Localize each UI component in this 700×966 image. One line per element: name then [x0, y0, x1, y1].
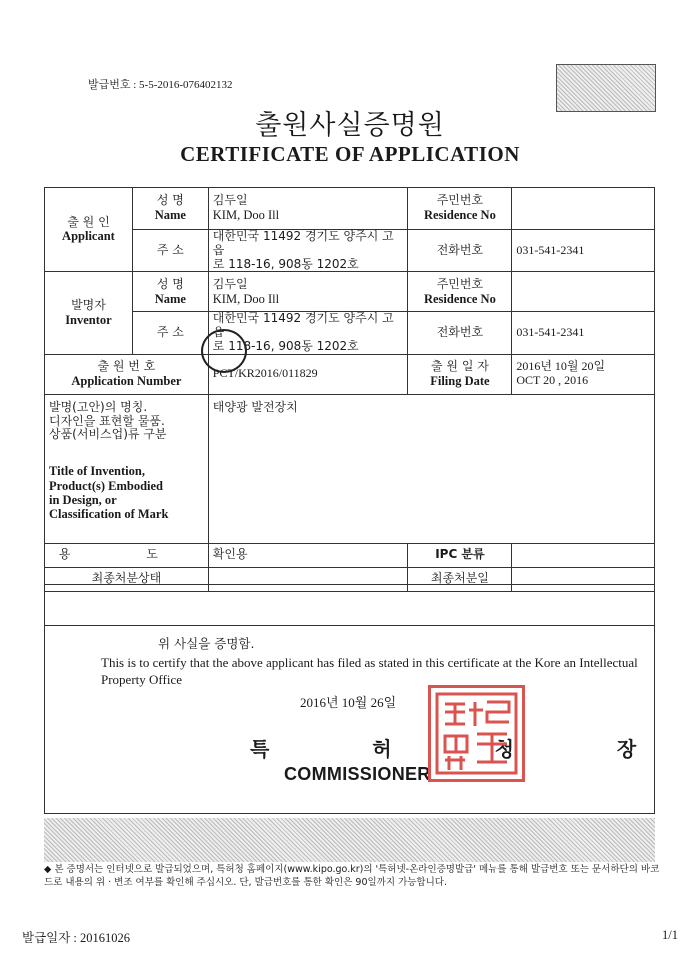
official-seal	[428, 685, 525, 782]
inventor-name-ko: 김두일	[212, 276, 248, 291]
application-number-label	[45, 354, 209, 394]
commissioner-title: COMMISSIONER	[284, 764, 431, 784]
usage-value: 확인용	[208, 543, 408, 567]
applicant-name-label-ko: 성 명	[156, 193, 184, 208]
inventor-name-label-ko: 성 명	[156, 276, 184, 291]
filing-date-ko: 2016년 10월 20일	[516, 359, 606, 374]
applicant-address-row	[45, 230, 655, 272]
inventor-label-ko: 발명자	[71, 298, 106, 312]
filing-date-label	[408, 354, 512, 394]
applicant-name-en: KIM, Doo Ill	[212, 208, 280, 223]
seal-pattern-icon	[431, 688, 522, 779]
applicant-address-line1: 대한민국 11492 경기도 양주시 고읍	[212, 229, 394, 257]
invention-title-value: 태양광 발전장치	[208, 394, 654, 543]
inventor-name-label-en: Name	[154, 291, 186, 306]
final-status-label: 최종처분상태	[45, 567, 209, 591]
invention-label-ko-3: 상품(서비스업)류 구분	[49, 427, 167, 442]
ipc-value	[512, 543, 655, 567]
applicant-name-label	[132, 188, 208, 230]
invention-label-en-1: Title of Invention,	[49, 464, 145, 479]
inventor-label	[45, 272, 133, 354]
applicant-address-value	[208, 230, 408, 272]
certify-text-english: This is to certify that the above applicant has filed as stated in this certificate at the Kore an Intellectual Property Office	[101, 655, 638, 687]
invention-label-en-4: Classification of Mark	[49, 507, 169, 522]
invention-label-en-3: in Design, or	[49, 492, 117, 507]
application-number-label-ko: 출 원 번 호	[97, 359, 156, 374]
applicant-name-ko: 김두일	[212, 193, 248, 208]
inventor-residence-label-ko: 주민번호	[436, 276, 484, 291]
filing-date-label-ko: 출 원 일 자	[431, 359, 489, 374]
inventor-residence-label-en: Residence No	[423, 291, 496, 306]
inventor-address-row	[45, 312, 655, 354]
filing-date-en: OCT 20 , 2016	[516, 373, 589, 388]
page-number: 1/1	[662, 928, 678, 942]
applicant-label	[45, 188, 133, 272]
inventor-name-value	[208, 272, 408, 312]
barcode-band	[44, 818, 655, 862]
applicant-phone-label: 전화번호	[408, 230, 512, 272]
inventor-name-en: KIM, Doo Ill	[212, 291, 280, 306]
applicant-residence-label-en: Residence No	[423, 208, 496, 223]
filing-date-label-en: Filing Date	[430, 373, 490, 388]
ipc-label: IPC 분류	[408, 543, 512, 567]
inventor-address-line1: 대한민국 11492 경기도 양주시 고읍	[212, 311, 394, 340]
usage-label: 용 도	[45, 543, 209, 567]
applicant-name-value	[208, 188, 408, 230]
inventor-residence-value	[512, 272, 655, 312]
issue-date: 발급일자 : 20161026	[22, 931, 131, 945]
office-name-korean: 특 허 청 장	[250, 737, 685, 761]
certification-date: 2016년 10월 26일	[300, 695, 397, 710]
inventor-name-row	[45, 272, 655, 312]
applicant-label-en: Applicant	[62, 229, 115, 244]
invention-label-en-2: Product(s) Embodied	[49, 478, 164, 493]
applicant-residence-label-ko: 주민번호	[436, 193, 484, 208]
applicant-name-row	[45, 188, 655, 230]
footer-notice: ◆ 본 증명서는 인터넷으로 발급되었으며, 특허청 홈페이지(www.kipo.go.kr)의 '특허넷-온라인증명발급' 메뉴를 통해 발급번호 또는 문서하단의 바코드로 내용의 위 · 변조 여부를 확인해 주십시오. 단, 발급번호를 통한 확인은 90일까지 가능합니다.	[44, 864, 660, 888]
application-number-row	[45, 354, 655, 394]
inventor-address-line2: 로 118-16, 908동 1202호	[212, 338, 359, 353]
applicant-residence-value	[512, 188, 655, 230]
inventor-name-label	[132, 272, 208, 312]
invention-title-label	[45, 394, 209, 543]
hand-drawn-circle	[201, 329, 247, 373]
inventor-address-label: 주 소	[132, 312, 208, 354]
usage-row	[45, 543, 655, 567]
application-number-label-en: Application Number	[71, 373, 182, 388]
issue-number: 발급번호 : 5-5-2016-076402132	[88, 79, 233, 91]
final-date-label: 최종처분일	[408, 567, 512, 591]
document-title-korean: 출원사실증명원	[255, 110, 445, 141]
inventor-residence-label	[408, 272, 512, 312]
invention-title-row	[45, 394, 655, 543]
application-number-value: PCT/KR2016/011829	[208, 354, 408, 394]
inventor-label-en: Inventor	[65, 312, 112, 327]
invention-label-ko-1: 발명(고안)의 명칭.	[49, 399, 148, 414]
applicant-name-label-en: Name	[154, 208, 186, 223]
applicant-address-line2: 로 118-16, 908동 1202호	[212, 256, 359, 271]
certify-text-korean: 위 사실을 증명함.	[158, 636, 255, 651]
document-title-english: CERTIFICATE OF APPLICATION	[180, 142, 520, 166]
applicant-label-ko: 출 원 인	[67, 214, 110, 229]
invention-label-ko-2: 디자인을 표현할 물품.	[49, 413, 165, 428]
applicant-residence-label	[408, 188, 512, 230]
applicant-address-label: 주 소	[132, 230, 208, 272]
filing-date-value	[512, 354, 655, 394]
inventor-phone-value: 031-541-2341	[512, 312, 655, 354]
certificate-form-table	[44, 187, 655, 626]
applicant-phone-value: 031-541-2341	[512, 230, 655, 272]
inventor-phone-label: 전화번호	[408, 312, 512, 354]
